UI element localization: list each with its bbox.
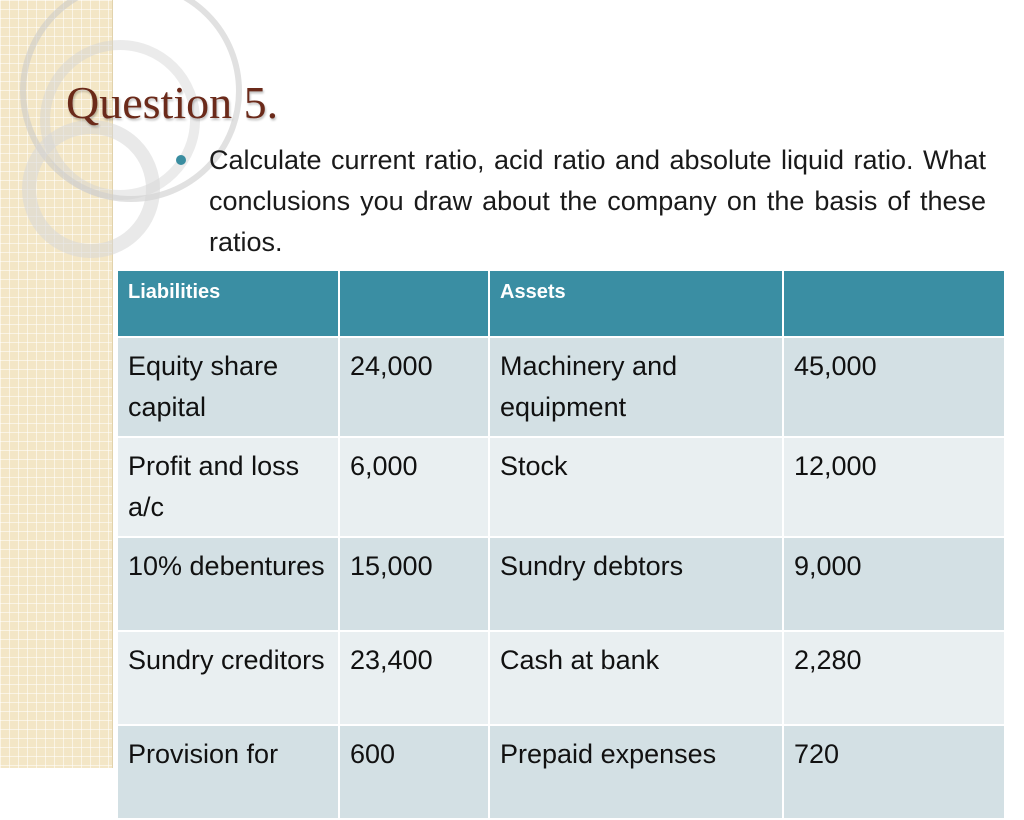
balance-sheet-table <box>116 269 1006 820</box>
table-row <box>117 631 1005 725</box>
table-row <box>117 725 1005 819</box>
slide-title: Question 5. <box>66 77 279 128</box>
liability-amount: 600 <box>339 725 489 819</box>
header-assets-amount <box>783 270 1005 337</box>
liability-name: Sundry creditors <box>117 631 339 725</box>
asset-name: Sundry debtors <box>489 537 783 631</box>
header-assets: Assets <box>489 270 783 337</box>
table-row <box>117 337 1005 437</box>
liability-name: 10% debentures <box>117 537 339 631</box>
asset-name: Prepaid expenses <box>489 725 783 819</box>
asset-amount: 2,280 <box>783 631 1005 725</box>
asset-amount: 720 <box>783 725 1005 819</box>
bullet-text: Calculate current ratio, acid ratio and absolute liquid ratio. What conclusions you draw about the company on the basis of these ratios. <box>209 145 986 257</box>
liability-amount: 24,000 <box>339 337 489 437</box>
header-liabilities: Liabilities <box>117 270 339 337</box>
liability-name: Profit and loss a/c <box>117 437 339 537</box>
table-row <box>117 437 1005 537</box>
liability-amount: 6,000 <box>339 437 489 537</box>
liability-amount: 15,000 <box>339 537 489 631</box>
asset-name: Machinery and equipment <box>489 337 783 437</box>
bullet-item <box>176 140 986 263</box>
table-header-row <box>117 270 1005 337</box>
liability-name: Equity share capital <box>117 337 339 437</box>
header-liabilities-amount <box>339 270 489 337</box>
asset-amount: 9,000 <box>783 537 1005 631</box>
asset-amount: 12,000 <box>783 437 1005 537</box>
asset-name: Cash at bank <box>489 631 783 725</box>
asset-name: Stock <box>489 437 783 537</box>
liability-amount: 23,400 <box>339 631 489 725</box>
bullet-dot-icon <box>176 155 186 165</box>
table-row <box>117 537 1005 631</box>
liability-name: Provision for <box>117 725 339 819</box>
asset-amount: 45,000 <box>783 337 1005 437</box>
